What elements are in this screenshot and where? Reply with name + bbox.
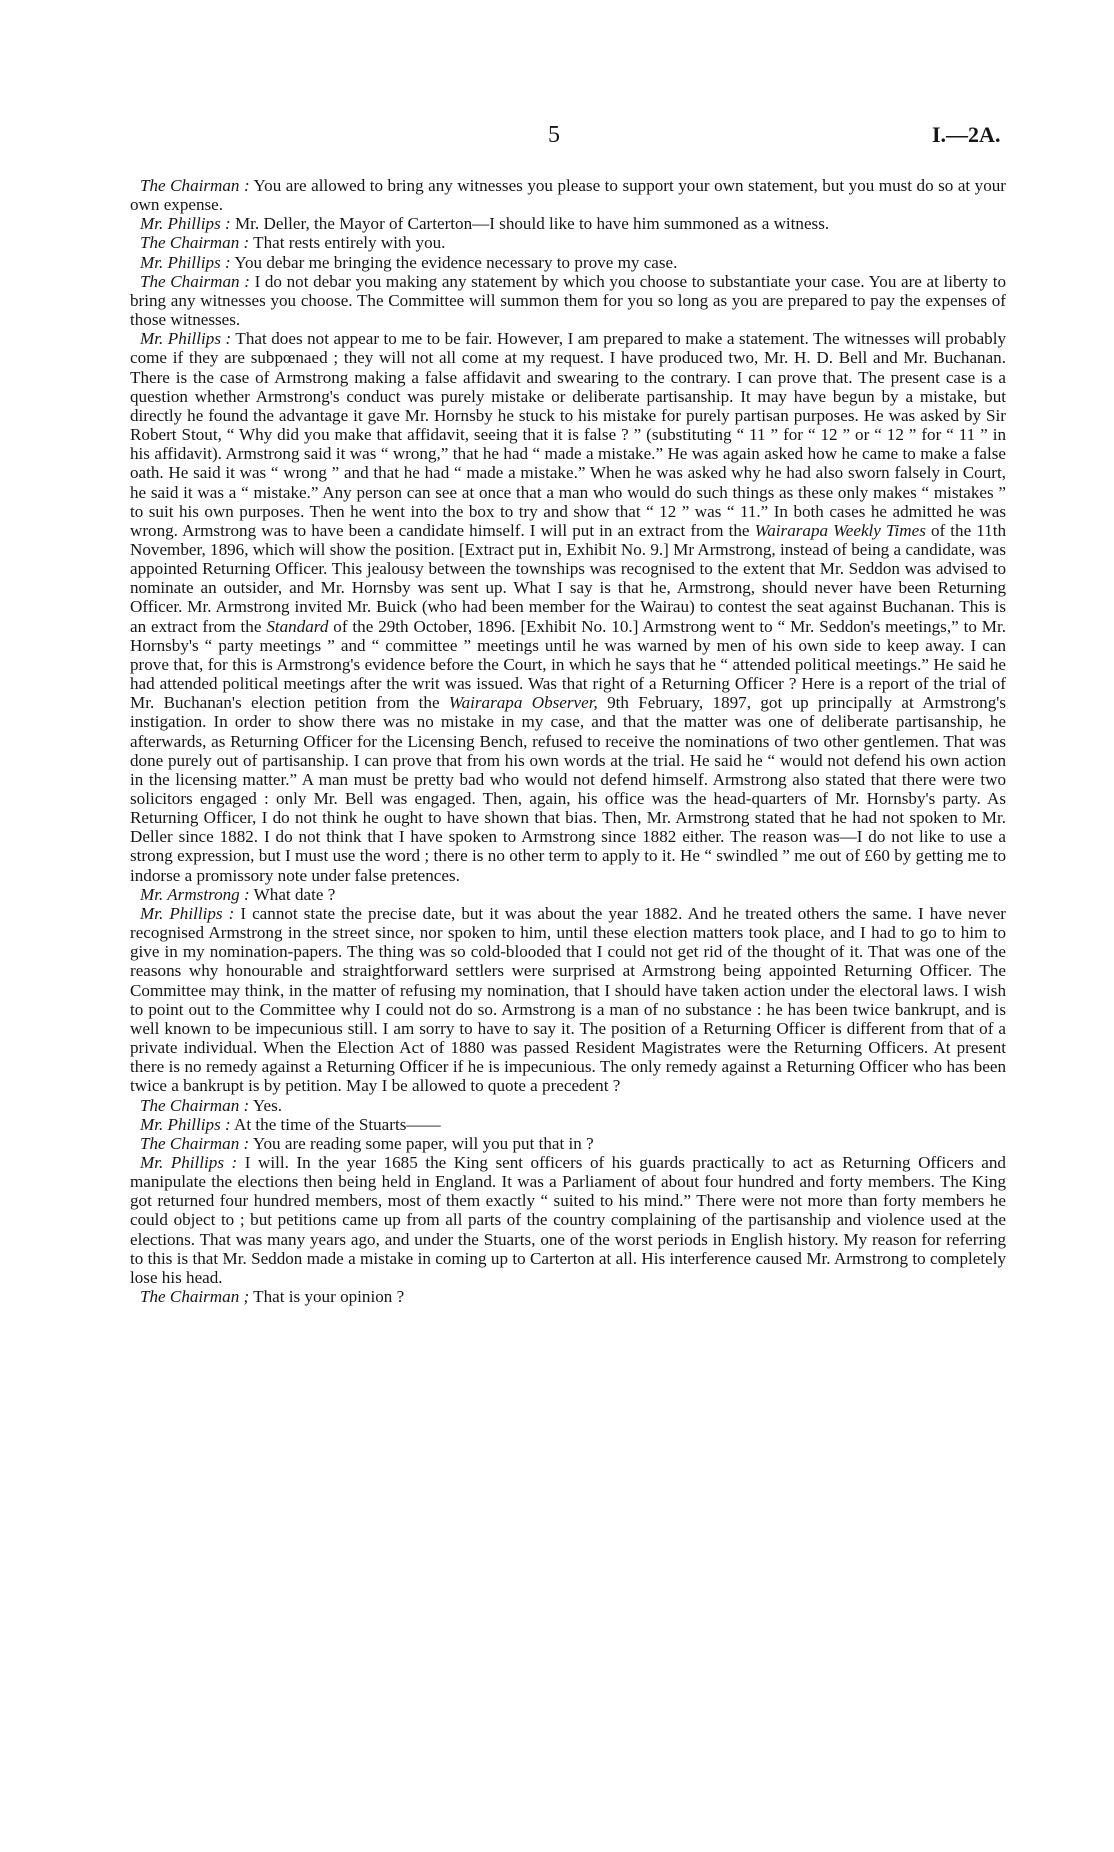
minutes-body bbox=[130, 176, 1006, 1306]
speech-text: You are reading some paper, will you put that in ? bbox=[249, 1133, 594, 1153]
page-header bbox=[0, 122, 1114, 162]
paragraph bbox=[130, 1287, 1006, 1306]
speaker-name: Mr. Phillips : bbox=[140, 329, 232, 349]
page-number: 5 bbox=[548, 122, 560, 148]
speaker-name: Mr. Phillips : bbox=[140, 214, 231, 234]
paragraph bbox=[130, 904, 1006, 1096]
speech-text: I will. In the year 1685 the King sent officers of his guards practically to act as Returning Officers and manipulate the elections then being held in England. It was a Parliament of about four hundred and forty members. The King got returned four hundred members, most of them exactly “ suited to his mind.” There were not more than forty members he could object to ; but petitions came up from all parts of the country complaining of the partisanship and violence used at the elections. That was many years ago, and under the Stuarts, one of the worst periods in English history. My reason for referring to this is that Mr. Seddon made a mistake in coming up to Carterton at all. His interference caused Mr. Armstrong to completely lose his head. bbox=[130, 1152, 1006, 1287]
newspaper-title: Wairarapa Weekly Times bbox=[754, 520, 926, 540]
speech-text: of the 29th October, 1896. [Exhibit No. 10.] Armstrong went to “ Mr. Seddon's meetings,” to Mr. Hornsby's “ party meetings ” and “ committee ” meetings until he was warned by men of his own side to keep away. I can prove that, for this is Armstrong's evidence before the Court, in which he says that he “ attended political meetings.” He said he had attended political meetings after the writ was issued. Was that right of a Returning Officer ? Here is a report of the trial of Mr. Buchanan's election petition from the bbox=[130, 616, 1006, 713]
paragraph bbox=[130, 1115, 1006, 1134]
paragraph bbox=[130, 1153, 1006, 1287]
speaker-name: The Chairman : bbox=[140, 1133, 250, 1153]
speech-text: That does not appear to me to be fair. However, I am prepared to make a statement. The witnesses will probably come if they are subpœnaed ; they will not all come at my request. I have produced two, Mr. H. D. Bell and Mr. Buchanan. There is the case of Armstrong making a false affidavit and swearing to the contrary. I can prove that. The present case is a question whether Armstrong's conduct was purely mistake or deliberate partisanship. It may have begun by a mistake, but directly he found the advantage it gave Mr. Hornsby he stuck to his mistake for purely partisan purposes. He was asked by Sir Robert Stout, “ Why did you make that affidavit, seeing that it is false ? ” (substituting “ 11 ” for “ 12 ” or “ 12 ” for “ 11 ” in his affidavit). Armstrong said it was “ wrong,” that he had “ made a mistake.” He was again asked how he came to make a false oath. He said it was “ wrong ” and that he had “ made a mistake.” When he was asked why he had also sworn falsely in Court, he said it was a “ mistake.” Any person can see at once that a man who would do such things as these only makes “ mistakes ” to suit his own purposes. Then he went into the box to try and show that “ 12 ” was “ 11.” In both cases he admitted he was wrong. Armstrong was to have been a candidate himself. I will put in an extract from the bbox=[130, 329, 1006, 540]
speech-text: of the 11th November, 1896, which will show the position. [Extract put in, Exhibit No. 9.] Mr Armstrong, instead of being a candidate, was appointed Returning Officer. This jealousy between the townships was recognised to the extent that Mr. Seddon was advised to nominate an outsider, and Mr. Hornsby was sent up. What I say is that he, Armstrong, should never have been Returning Officer. Mr. Armstrong invited Mr. Buick (who had been member for the Wairau) to contest the seat against Buchanan. This is an extract from the bbox=[130, 520, 1006, 636]
speaker-name: The Chairman : bbox=[140, 233, 250, 253]
speech-text: Yes. bbox=[249, 1095, 283, 1115]
paragraph bbox=[130, 253, 1006, 272]
speech-text: That rests entirely with you. bbox=[249, 233, 446, 253]
paragraph bbox=[130, 233, 1006, 252]
speaker-name: The Chairman : bbox=[140, 176, 250, 195]
paragraph bbox=[130, 272, 1006, 329]
paragraph bbox=[130, 176, 1006, 214]
speaker-name: Mr. Armstrong : bbox=[140, 884, 250, 904]
speaker-name: Mr. Phillips : bbox=[140, 252, 231, 272]
paragraph bbox=[130, 214, 1006, 233]
speech-text: At the time of the Stuarts—— bbox=[230, 1114, 441, 1134]
speech-text: I cannot state the precise date, but it was about the year 1882. And he treated others the same. I have never recognised Armstrong in the street since, nor spoken to him, until these election matters took place, and I had to go to him to give in my nomination-papers. The thing was so cold-blooded that I could not get rid of the thought of it. That was one of the reasons why honourable and straightforward settlers were surprised at Armstrong being appointed Returning Officer. The Committee may think, in the matter of refusing my nomination, that I should have taken action under the electoral laws. I wish to point out to the Committee why I could not do so. Armstrong is a man of no substance : he has been twice bankrupt, and is well known to be impecunious still. I am sorry to have to say it. The position of a Returning Officer is different from that of a private individual. When the Election Act of 1880 was passed Resident Magistrates were the Returning Officers. At present there is no remedy against a Returning Officer if he is impecunious. The only remedy against a Returning Officer who has been twice a bankrupt is by petition. May I be allowed to quote a precedent ? bbox=[130, 903, 1006, 1096]
speech-text: You are allowed to bring any witnesses you please to support your own statement, but you must do so at your own expense. bbox=[130, 176, 1006, 215]
newspaper-title: Standard bbox=[266, 616, 329, 636]
speech-text: What date ? bbox=[249, 884, 336, 904]
speech-text: That is your opinion ? bbox=[249, 1287, 405, 1307]
speaker-name: The Chairman ; bbox=[140, 1287, 250, 1307]
paragraph bbox=[130, 885, 1006, 904]
paragraph bbox=[130, 1134, 1006, 1153]
speaker-name: Mr. Phillips : bbox=[140, 903, 235, 923]
speech-text: Mr. Deller, the Mayor of Carterton—I should like to have him summoned as a witness. bbox=[230, 214, 830, 234]
speech-text: I do not debar you making any statement by which you choose to substantiate your case. You are at liberty to bring any witnesses you choose. The Committee will summon them for you so long as you are prepared to pay the expenses of those witnesses. bbox=[130, 271, 1007, 330]
paragraph bbox=[130, 329, 1006, 885]
document-reference: I.—2A. bbox=[932, 122, 1001, 147]
speaker-name: The Chairman : bbox=[140, 271, 250, 291]
speaker-name: Mr. Phillips : bbox=[140, 1114, 231, 1134]
speaker-name: Mr. Phillips : bbox=[140, 1152, 238, 1172]
speech-text: You debar me bringing the evidence necessary to prove my case. bbox=[230, 252, 678, 272]
speech-text: 9th February, 1897, got up principally at Armstrong's instigation. In order to show there was no mistake in my case, and that the matter was one of deliberate partisanship, he afterwards, as Returning Officer for the Licensing Bench, refused to receive the nominations of two other gentlemen. That was done purely out of partisanship. I can prove that from his own words at the trial. He said he “ would not defend his own action in the licensing matter.” A man must be pretty bad who would not defend himself. Armstrong also stated that there were two solicitors engaged : only Mr. Bell was engaged. Then, again, his office was the head-quarters of Mr. Hornsby's party. As Returning Officer, I do not think he ought to have shown that bias. Then, Mr. Armstrong stated that he had not spoken to Mr. Deller since 1882. I do not think that I have spoken to Armstrong since 1882 either. The reason was—I do not like to use a strong expression, but I must use the word ; there is no other term to apply to it. He “ swindled ” me out of £60 by getting me to indorse a promissory note under false pretences. bbox=[130, 693, 1006, 885]
newspaper-title: Wairarapa Observer, bbox=[448, 693, 598, 713]
paragraph bbox=[130, 1096, 1006, 1115]
speaker-name: The Chairman : bbox=[140, 1095, 250, 1115]
